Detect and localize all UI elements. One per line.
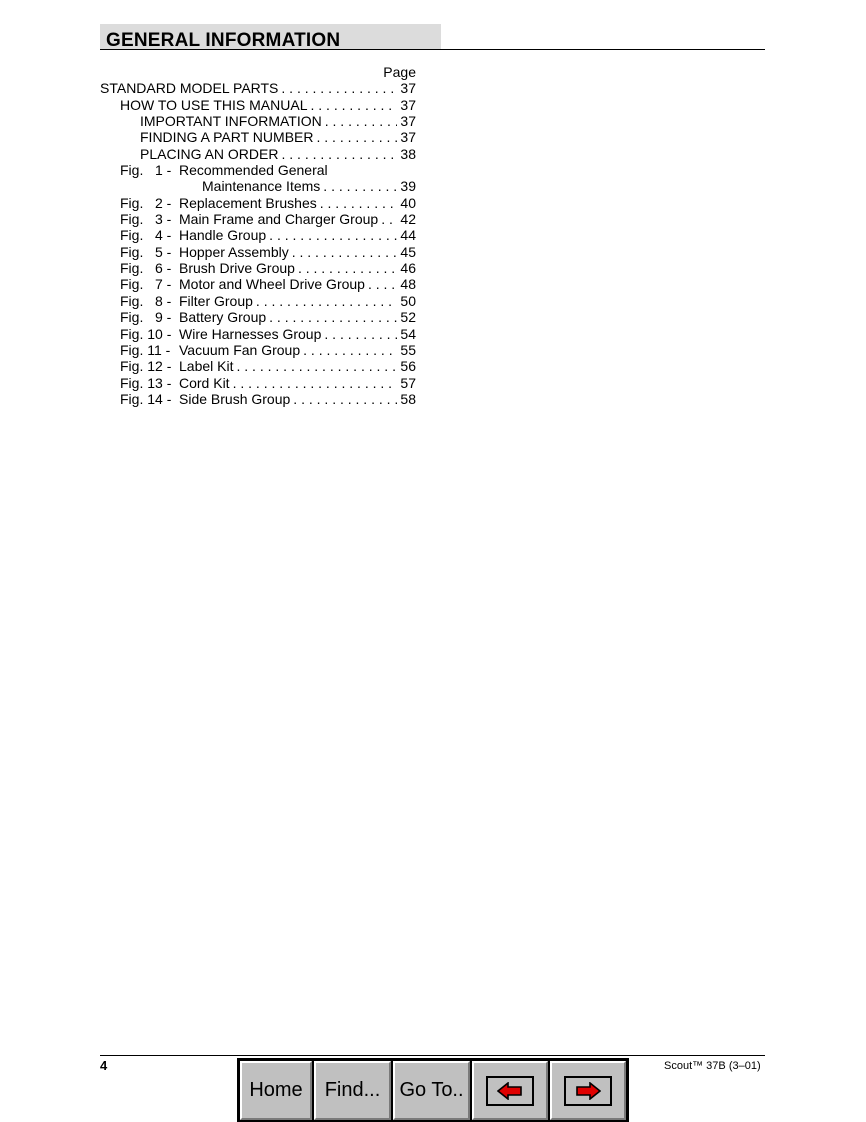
home-button-label: Home <box>249 1079 303 1101</box>
figure-number: Fig. 9 - <box>120 309 172 326</box>
toc-entry-label: Maintenance Items <box>202 178 321 195</box>
toc-entry-page: 46 <box>400 260 416 277</box>
leader-dots <box>269 227 397 243</box>
goto-button-label: Go To.. <box>399 1079 464 1101</box>
toc-entry-label <box>120 195 317 211</box>
toc-entry-continuation[interactable] <box>100 178 416 194</box>
table-of-contents <box>100 64 416 407</box>
figure-title: Hopper Assembly <box>179 243 289 260</box>
navigation-bar <box>237 1058 629 1122</box>
figure-number: Fig. 2 - <box>120 194 172 211</box>
toc-entry[interactable] <box>100 374 416 390</box>
next-page-button[interactable] <box>550 1061 626 1120</box>
page-title: GENERAL INFORMATION <box>106 30 341 51</box>
figure-title: Side Brush Group <box>179 390 291 407</box>
leader-dots <box>303 342 397 358</box>
toc-entry[interactable] <box>100 113 416 129</box>
toc-entry[interactable] <box>100 391 416 407</box>
figure-title: Battery Group <box>179 309 267 326</box>
header-rule <box>100 49 765 50</box>
figure-title: Main Frame and Charger Group <box>179 211 379 228</box>
toc-entry-page: 48 <box>400 276 416 293</box>
figure-number: Fig. 4 - <box>120 227 172 244</box>
previous-page-button[interactable] <box>472 1061 548 1120</box>
toc-entry-page: 39 <box>400 178 416 195</box>
leader-dots <box>281 80 397 96</box>
leader-dots <box>293 391 397 407</box>
figure-number: Fig. 8 - <box>120 292 172 309</box>
toc-entry[interactable] <box>100 162 416 178</box>
figure-title: Handle Group <box>179 227 267 244</box>
figure-title: Brush Drive Group <box>179 260 295 277</box>
leader-dots <box>310 97 397 113</box>
toc-entry-label <box>120 276 365 292</box>
page-number: 4 <box>100 1058 108 1073</box>
toc-entry-label <box>120 227 266 243</box>
toc-entry-page: 37 <box>400 80 416 97</box>
toc-entry-label <box>120 326 321 342</box>
leader-dots <box>236 358 397 374</box>
toc-entry-label: IMPORTANT INFORMATION <box>140 113 322 130</box>
figure-title: Replacement Brushes <box>179 194 317 211</box>
toc-entry[interactable] <box>100 211 416 227</box>
leader-dots <box>256 293 397 309</box>
toc-entry-page: 37 <box>400 96 416 113</box>
toc-entry-page: 54 <box>400 325 416 342</box>
find-button-label: Find... <box>324 1079 381 1101</box>
toc-entry-page: 38 <box>400 145 416 162</box>
leader-dots <box>298 260 397 276</box>
footer-rule <box>100 1055 765 1056</box>
toc-entry[interactable] <box>100 342 416 358</box>
toc-entry[interactable] <box>100 243 416 259</box>
right-arrow-icon <box>564 1076 612 1106</box>
figure-number: Fig. 1 - <box>120 162 172 179</box>
toc-entry-label <box>120 375 230 391</box>
toc-entry-label: FINDING A PART NUMBER <box>140 129 314 146</box>
toc-entry-label <box>120 293 253 309</box>
toc-entry[interactable] <box>100 276 416 292</box>
figure-number: Fig. 7 - <box>120 276 172 293</box>
toc-entry[interactable] <box>100 292 416 308</box>
figure-title: Motor and Wheel Drive Group <box>179 276 365 293</box>
find-button[interactable] <box>314 1061 391 1120</box>
toc-entry-label <box>120 244 289 260</box>
figure-number: Fig. 6 - <box>120 260 172 277</box>
page-column-heading: Page <box>383 64 416 80</box>
toc-entry-label: PLACING AN ORDER <box>140 145 279 162</box>
toc-entry[interactable] <box>100 325 416 341</box>
leader-dots <box>269 309 397 325</box>
figure-number: Fig. 11 - <box>120 341 171 358</box>
toc-entry-label <box>120 342 300 358</box>
toc-entry-label <box>120 358 233 374</box>
figure-title: Label Kit <box>179 358 234 375</box>
toc-entry[interactable] <box>100 194 416 210</box>
toc-entry-page: 52 <box>400 309 416 326</box>
left-arrow-icon <box>486 1076 534 1106</box>
toc-entry[interactable] <box>100 129 416 145</box>
toc-entry-page: 58 <box>400 390 416 407</box>
toc-entry-label <box>120 309 266 325</box>
goto-button[interactable] <box>393 1061 470 1120</box>
toc-entry[interactable] <box>100 80 416 96</box>
figure-number: Fig. 10 - <box>120 325 172 342</box>
toc-entry[interactable] <box>100 227 416 243</box>
toc-entry-label: HOW TO USE THIS MANUAL <box>120 96 308 113</box>
leader-dots <box>323 178 397 194</box>
toc-entry[interactable] <box>100 260 416 276</box>
toc-entry-page: 44 <box>400 227 416 244</box>
toc-entry-page: 42 <box>400 211 416 228</box>
toc-entry-label <box>120 391 290 407</box>
leader-dots <box>325 113 397 129</box>
toc-entry-label: STANDARD MODEL PARTS <box>100 80 279 97</box>
figure-title: Filter Group <box>179 292 253 309</box>
toc-entry-page: 56 <box>400 358 416 375</box>
toc-entry[interactable] <box>100 96 416 112</box>
figure-number: Fig. 14 - <box>120 390 172 407</box>
figure-number: Fig. 5 - <box>120 243 172 260</box>
document-id: Scout™ 37B (3–01) <box>664 1060 761 1072</box>
toc-entry-label <box>120 260 295 276</box>
toc-entry[interactable] <box>100 309 416 325</box>
toc-entry[interactable] <box>100 145 416 161</box>
leader-dots <box>381 211 397 227</box>
leader-dots <box>316 129 397 145</box>
figure-title: Wire Harnesses Group <box>179 325 322 342</box>
toc-entry-page: 55 <box>400 341 416 358</box>
toc-entry-label <box>120 211 378 227</box>
leader-dots <box>292 244 397 260</box>
toc-entry-page: 37 <box>400 113 416 130</box>
toc-entry-page: 40 <box>400 194 416 211</box>
leader-dots <box>324 326 397 342</box>
toc-entry-page: 57 <box>400 374 416 391</box>
toc-entry-label <box>120 162 328 178</box>
home-button[interactable] <box>240 1061 312 1120</box>
figure-number: Fig. 13 - <box>120 374 172 391</box>
toc-entry-page: 37 <box>400 129 416 146</box>
toc-entry-page: 50 <box>400 292 416 309</box>
figure-number: Fig. 12 - <box>120 358 172 375</box>
toc-entry-page: 45 <box>400 243 416 260</box>
leader-dots <box>368 276 397 292</box>
figure-title: Recommended General <box>179 162 328 179</box>
leader-dots <box>233 375 397 391</box>
toc-entry[interactable] <box>100 358 416 374</box>
figure-title: Cord Kit <box>179 374 230 391</box>
leader-dots <box>320 195 397 211</box>
figure-number: Fig. 3 - <box>120 211 172 228</box>
leader-dots <box>281 146 397 162</box>
figure-title: Vacuum Fan Group <box>179 341 301 358</box>
